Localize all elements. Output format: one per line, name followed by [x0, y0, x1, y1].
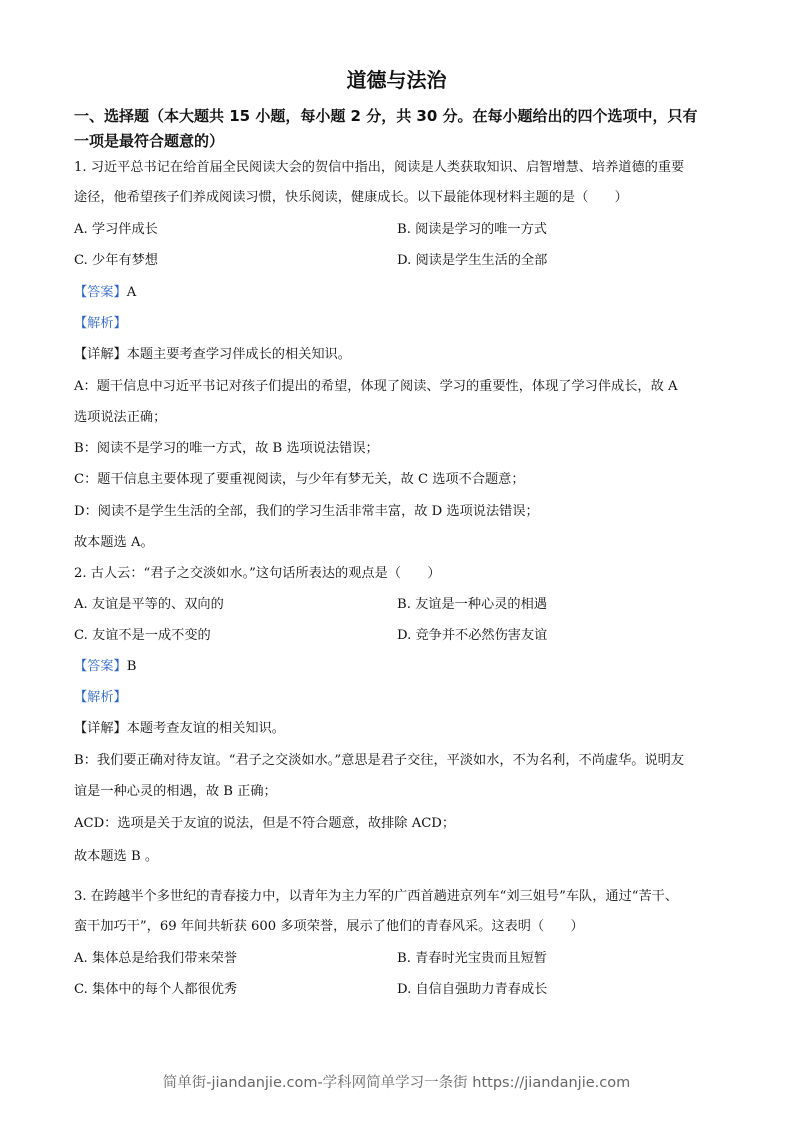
detail-tag: 【详解】	[74, 721, 127, 736]
question-2-option-a: A. 友谊是平等的、双向的	[74, 597, 224, 612]
question-1-analysis	[74, 315, 724, 333]
question-1-detail-line-1	[74, 346, 724, 364]
analysis-tag: 【解析】	[74, 316, 127, 331]
question-2-detail-line-5: 故本题选 B 。	[74, 849, 159, 864]
detail-text: 本题主要考查学习伴成长的相关知识。	[126, 347, 351, 362]
section-heading	[74, 104, 724, 154]
detail-tag: 【详解】	[74, 347, 127, 362]
question-2-option-d: D. 竞争并不必然伤害友谊	[397, 628, 548, 643]
section-heading-line-1: 一、选择题（本大题共 15 小题，每小题 2 分，共 30 分。在每小题给出的四个选项中，只有	[74, 107, 698, 125]
analysis-tag: 【解析】	[74, 690, 127, 705]
question-2-answer	[74, 658, 724, 676]
question-1-option-a: A. 学习伴成长	[74, 222, 158, 237]
footer-watermark: 简单街-jiandanjie.com-学科网简单学习一条街 https://jiandanjie.com	[162, 1075, 631, 1091]
question-1-detail-line-3: 选项说法正确；	[74, 410, 167, 425]
question-1-detail-line-5: C：题干信息主要体现了要重视阅读，与少年有梦无关，故 C 选项不合题意；	[74, 472, 525, 487]
question-1-option-b: B. 阅读是学习的唯一方式	[397, 222, 547, 237]
question-2-detail-line-2: B：我们要正确对待友谊。“君子之交淡如水。”意思是君子交往，平淡如水，不为名利，不尚虚华。说明友	[74, 753, 685, 768]
question-3-option-a: A. 集体总是给我们带来荣誉	[74, 951, 237, 966]
question-3-stem-line-2: 蛮干加巧干”，69 年间共斩获 600 多项荣誉，展示了他们的青春风采。这表明（ ）	[74, 919, 584, 934]
answer-value: B	[126, 659, 137, 674]
page-title: 道德与法治	[346, 68, 447, 92]
question-1-detail-line-4: B：阅读不是学习的唯一方式，故 B 选项说法错误；	[74, 441, 379, 456]
question-1-option-d: D. 阅读是学生生活的全部	[397, 253, 548, 268]
question-2-stem-line-1: 2. 古人云：“君子之交淡如水。”这句话所表达的观点是（ ）	[74, 566, 441, 581]
question-1-answer	[74, 284, 724, 302]
detail-text: 本题考查友谊的相关知识。	[126, 721, 285, 736]
question-1-detail-line-6: D：阅读不是学生生活的全部，我们的学习生活非常丰富，故 D 选项说法错误；	[74, 504, 539, 519]
section-heading-line-2: 一项是最符合题意的）	[74, 132, 225, 150]
question-3-option-d: D. 自信自强助力青春成长	[397, 982, 548, 997]
question-2-detail-line-1	[74, 720, 724, 738]
question-2-analysis	[74, 689, 724, 707]
question-3-option-c: C. 集体中的每个人都很优秀	[74, 982, 238, 997]
question-3-stem-line-1: 3. 在跨越半个多世纪的青春接力中，以青年为主力军的广西首趟进京列车“刘三姐号”车队，通过“苦干、	[74, 889, 679, 904]
answer-tag: 【答案】	[74, 285, 127, 300]
answer-tag: 【答案】	[74, 659, 127, 674]
question-2-option-b: B. 友谊是一种心灵的相遇	[397, 597, 547, 612]
question-2-detail-line-4: ACD：选项是关于友谊的说法，但是不符合题意，故排除 ACD；	[74, 816, 456, 831]
question-1-option-c: C. 少年有梦想	[74, 253, 158, 268]
question-2-option-c: C. 友谊不是一成不变的	[74, 628, 211, 643]
question-1-stem-line-2: 途径，他希望孩子们养成阅读习惯，快乐阅读，健康成长。以下最能体现材料主题的是（ ）	[74, 190, 628, 205]
answer-value: A	[126, 285, 137, 300]
question-1-detail-line-7: 故本题选 A。	[74, 535, 154, 550]
question-2-detail-line-3: 谊是一种心灵的相遇，故 B 正确；	[74, 784, 277, 799]
question-1-detail-line-2: A：题干信息中习近平书记对孩子们提出的希望，体现了阅读、学习的重要性，体现了学习伴成长，故 A	[74, 379, 678, 394]
question-3-option-b: B. 青春时光宝贵而且短暂	[397, 951, 547, 966]
question-1-stem-line-1: 1. 习近平总书记在给首届全民阅读大会的贺信中指出，阅读是人类获取知识、启智增慧、培养道德的重要	[74, 160, 685, 175]
